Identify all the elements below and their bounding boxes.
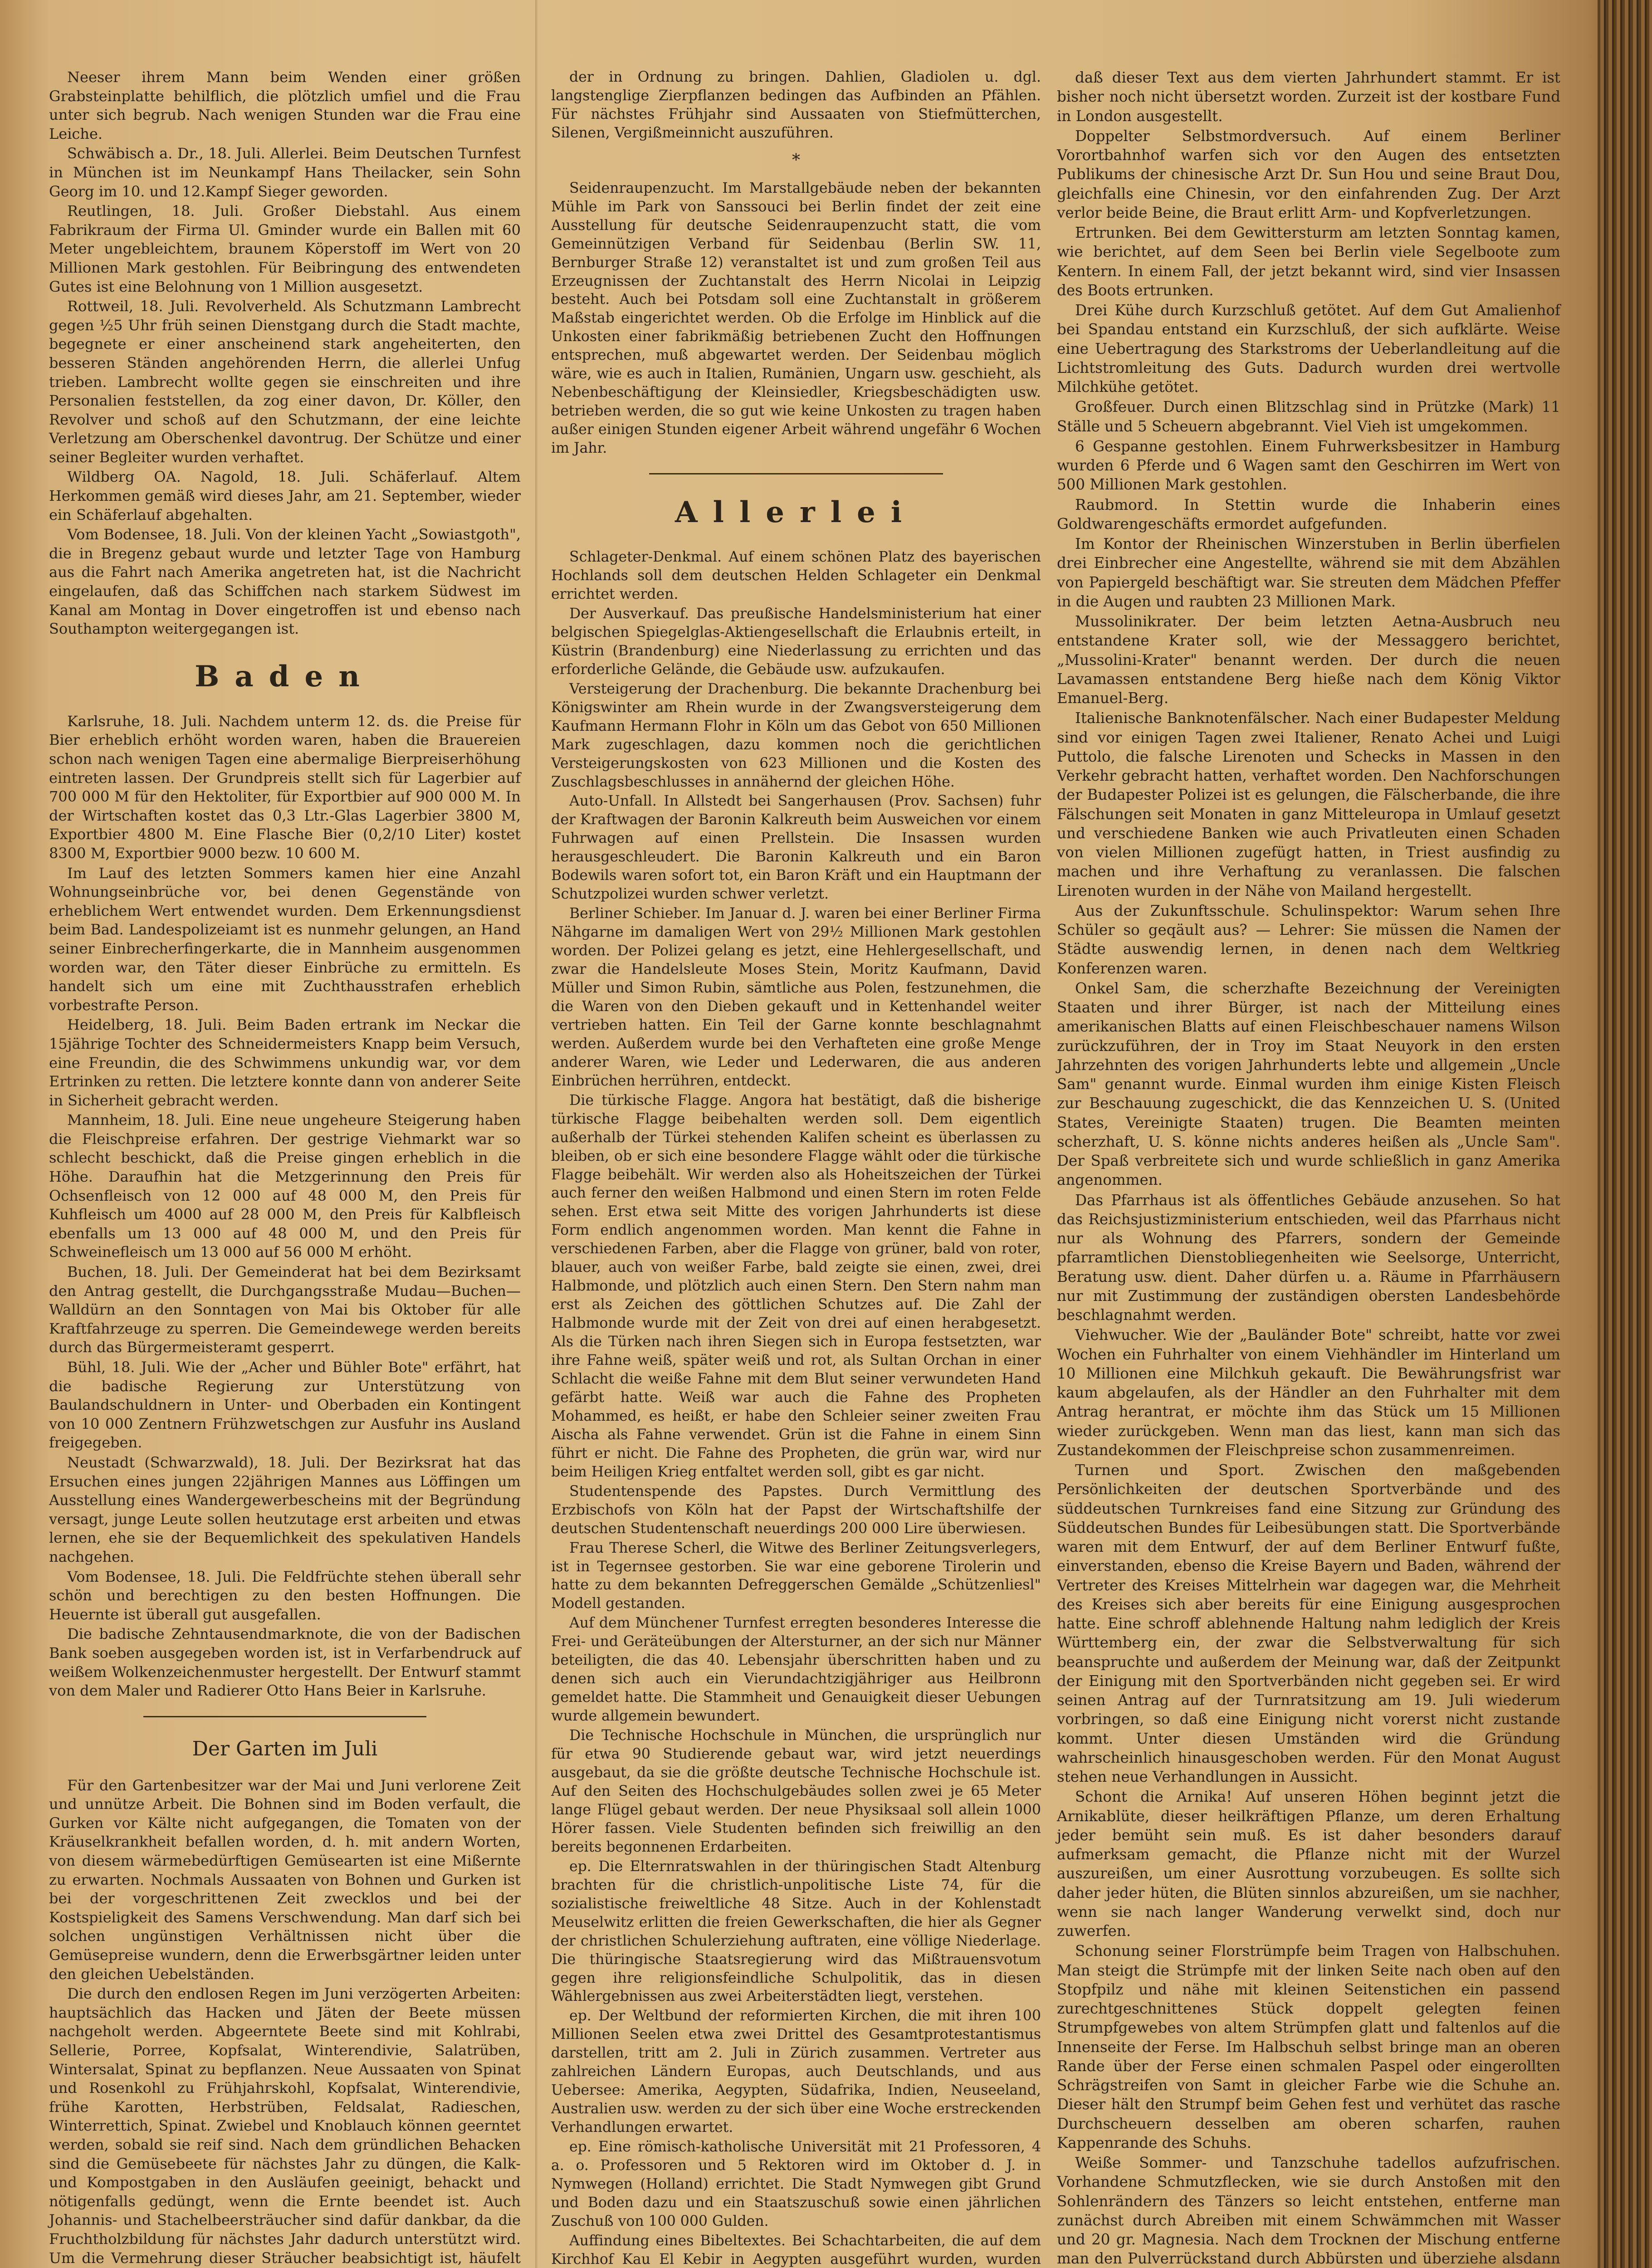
divider bbox=[143, 1716, 426, 1717]
section-title-allerlei: Allerlei bbox=[674, 495, 918, 530]
news-item: Im Kontor der Rheinischen Winzerstuben in Berlin überfielen drei Einbrecher eine Angestellte, während sie mit dem Abzählen von Papiergeld beschäftigt war. Sie streuten dem Mädchen Pfeffer in die Augen und raubten 23 Millionen Mark. bbox=[1057, 535, 1560, 610]
news-item: Die Technische Hochschule in München, die ursprünglich nur für etwa 90 Studierende gebaut war, wird jetzt neuerdings ausgebaut, da sie die größte deutsche Technische Hochschule ist. Auf den Seiten des Hochschulgebäudes sollen zwei je 65 Meter lange Flügel gebaut werden. Der neue Physiksaal soll allein 1000 Hörer fassen. Viele Studenten befinden sich freiwillig an den bereits begonnenen Erdarbeiten. bbox=[551, 1727, 1041, 1855]
news-item: Rottweil, 18. Juli. Revolverheld. Als Schutzmann Lambrecht gegen ½5 Uhr früh seinen Dienstgang durch die Stadt machte, begegnete er einer anscheinend stark angeheiterten, den besseren Ständen angehörenden Herrn, die allerlei Unfug trieben. Lambrecht wollte gegen sie einschreiten und ihre Personalien feststellen, da zog einer davon, Dr. Köller, den Revolver und schoß auf den Schutzmann, der eine leichte Verletzung am Oberschenkel davontrug. Der Schütze und einer seiner Begleiter wurden verhaftet. bbox=[49, 298, 521, 466]
news-item: Versteigerung der Drachenburg. Die bekannte Drachenburg bei Königswinter am Rhein wurde in der Zwangsversteigerung dem Kaufmann Hermann Flohr in Köln um das Gebot von 650 Millionen Mark zugeschlagen, dazu kommen noch die gerichtlichen Versteigerungskosten von 623 Millionen und die Kosten des Zuschlagsbeschlusses in annähernd der gleichen Höhe. bbox=[551, 680, 1041, 790]
news-item: Reutlingen, 18. Juli. Großer Diebstahl. Aus einem Fabrikraum der Firma Ul. Gminder wurde ein Ballen mit 60 Meter ungebleichtem, braunem Köperstoff im Wert von 20 Millionen Mark gestohlen. Für Beibringung des entwendeten Gutes ist eine Belohnung von 1 Million ausgesetzt. bbox=[49, 202, 521, 295]
news-item: Turnen und Sport. Zwischen den maßgebenden Persönlichkeiten der deutschen Sportverbände und des süddeutschen Turnkreises fand eine Sitzung zur Gründung des Süddeutschen Bundes für Leibesübungen statt. Die Sportverbände waren mit dem Entwurf, der auf dem Berliner Entwurf fußte, einverstanden, ebenso die Kreise Bayern und Baden, während der Vertreter des Kreises Mittelrhein war dagegen war, die Mehrheit des Kreises sich aber bereits für eine Einigung ausgesprochen hatte. Eine schroff ablehnende Haltung nahm lediglich der Kreis Württemberg ein, der zwar die Selbstverwaltung für sich beanspruchte und außerdem der Meinung war, daß der Zeitpunkt der Einigung mit den Sportverbänden nicht gegeben sei. Er wird seinen Antrag auf der Turnratsitzung am 19. Juli wiederum vorbringen, so daß eine Einigung nicht vorerst nicht zustande kommt. Unter diesen Umständen wird die Gründung wahrscheinlich hinausgeschoben werden. Für den Monat August stehen neue Verhandlungen in Aussicht. bbox=[1057, 1461, 1560, 1785]
news-item: Vom Bodensee, 18. Juli. Von der kleinen Yacht „Sowiastgoth", die in Bregenz gebaut wurde und letzter Tage von Hamburg aus die Fahrt nach Amerika angetreten hat, ist die Nachricht eingelaufen, daß das Schiffchen nach starkem Südwest im Kanal am Montag in Dover eingetroffen ist und ebenso nach Southampton weitergegangen ist. bbox=[49, 526, 521, 638]
news-item: Ertrunken. Bei dem Gewittersturm am letzten Sonntag kamen, wie berichtet, auf dem Seen bei Berlin viele Segelboote zum Kentern. In einem Fall, der jetzt bekannt wird, sind vier Insassen des Boots ertrunken. bbox=[1057, 224, 1560, 299]
news-item: Heidelberg, 18. Juli. Beim Baden ertrank im Neckar die 15jährige Tochter des Schneidermeisters Knapp beim Versuch, eine Freundin, die des Schwimmens unkundig war, vor dem Ertrinken zu retten. Die letztere konnte dann von anderer Seite in Sicherheit gebracht werden. bbox=[49, 1016, 521, 1109]
news-item: Schonung seiner Florstrümpfe beim Tragen von Halbschuhen. Man steigt die Strümpfe mit der linken Seite nach oben auf den Stopfpilz und nähe mit kleinen Seitenstichen ein passend zurechtgeschnittenes Stück doppelt gelegten feinen Strumpfgewebes von altem Strümpfen glatt und faltenlos auf die Innenseite der Ferse. Im Halbschuh selbst bringe man an oberen Rande über der Ferse einen schmalen Paspel oder eingerollten Schrägstreifen von Samt in gleicher Farbe wie die Schuhe an. Dieser hält den Strumpf beim Gehen fest und verhütet das rasche Durchscheuern desselben am oberen scharfen, rauhen Kappenrande des Schuhs. bbox=[1057, 1942, 1560, 2151]
news-item: Das Pfarrhaus ist als öffentliches Gebäude anzusehen. So hat das Reichsjustizministerium entschieden, weil das Pfarrhaus nicht nur als Wohnung des Pfarrers, sondern der Gemeinde pfarramtlichen Dienstobliegenheiten wie Seelsorge, Unterricht, Beratung usw. dient. Daher dürfen u. a. Räume in Pfarrhäusern nur mit Zustimmung der zuständigen obersten Landesbehörde beschlagnahmt werden. bbox=[1057, 1191, 1560, 1324]
news-item: Schlageter-Denkmal. Auf einem schönen Platz des bayerischen Hochlands soll dem deutschen Helden Schlageter ein Denkmal errichtet werden. bbox=[551, 549, 1041, 602]
news-item: Neeser ihrem Mann beim Wenden einer größen Grabsteinplatte behilflich, die plötzlich umfiel und die Frau unter sich begrub. Nach wenigen Stunden war die Frau eine Leiche. bbox=[49, 68, 521, 142]
news-item: Vom Bodensee, 18. Juli. Die Feldfrüchte stehen überall sehr schön und berechtigen zu den besten Hoffnungen. Die Heuernte ist überall gut ausgefallen. bbox=[49, 1568, 521, 1623]
news-item: Frau Therese Scherl, die Witwe des Berliner Zeitungsverlegers, ist in Tegernsee gestorben. Sie war eine geborene Tirolerin und hatte zu dem bekannten Defreggerschen Gemälde „Schützenliesl" Modell gestanden. bbox=[551, 1540, 1041, 1612]
news-item: Großfeuer. Durch einen Blitzschlag sind in Prützke (Mark) 11 Ställe und 5 Scheuern abgebrannt. Viel Vieh ist umgekommen. bbox=[1057, 398, 1560, 435]
column-right-news bbox=[1057, 68, 1560, 2268]
baden-news bbox=[49, 712, 521, 1701]
column-left-top-news bbox=[49, 68, 521, 639]
news-item: Drei Kühe durch Kurzschluß getötet. Auf dem Gut Amalienhof bei Spandau entstand ein Kurzschluß, der sich aufklärte. Weise eine Uebertragung des Starkstroms der Ueberlandleitung auf die Lichtstromleitung des Guts. Dadurch wurden drei wertvolle Milchkühe getötet. bbox=[1057, 302, 1560, 396]
news-item: Der Ausverkauf. Das preußische Handelsministerium hat einer belgischen Spiegelglas-Aktiengesellschaft die Erlaubnis erteilt, in Küstrin (Brandenburg) eine Niederlassung zu errichten und das erforderliche Gelände, die Gebäude usw. aufzukaufen. bbox=[551, 605, 1041, 678]
news-item: daß dieser Text aus dem vierten Jahrhundert stammt. Er ist bisher noch nicht übersetzt worden. Zurzeit ist der kostbare Fund in London ausgestellt. bbox=[1057, 69, 1560, 125]
news-item: Neustadt (Schwarzwald), 18. Juli. Der Bezirksrat hat das Ersuchen eines jungen 22jährigen Mannes aus Löffingen um Ausstellung eines Wandergewerbescheins mit der Begründung versagt, junge Leute sollen heutzutage erst arbeiten und etwas lernen, ehe sie der Bequemlichkeit des spekulativen Handels nachgehen. bbox=[49, 1453, 521, 1565]
article-paragraph: Für den Gartenbesitzer war der Mai und Juni verlorene Zeit und unnütze Arbeit. Die Bohnen sind im Boden verfault, die Gurken vor Kälte nicht aufgegangen, die Tomaten von der Kräuselkrankheit befallen worden, d. h. mit andern Worten, von diesem wärmebedürftigen Gemüsearten ist eine Mißernte zu erwarten. Nochmals Aussaaten von Bohnen und Gurken ist bei der vorgeschrittenen Zeit zwecklos und bei der Kostspieligkeit des Samens Verschwendung. Man darf sich bei solchen ungünstigen Verhältnissen nicht über die Gemüsepreise wundern, denn die Erwerbsgärtner leiden unter den gleichen Uebelständen. bbox=[49, 1776, 521, 1983]
news-item: Buchen, 18. Juli. Der Gemeinderat hat bei dem Bezirksamt den Antrag gestellt, die Durchgangsstraße Mudau—Buchen—Walldürn an den Sonntagen von Mai bis Oktober für alle Kraftfahrzeuge zu sperren. Die Gemeindewege werden bereits durch das Bürgermeisteramt gesperrt. bbox=[49, 1263, 521, 1356]
article-paragraph: Die durch den endlosen Regen im Juni verzögerten Arbeiten: hauptsächlich das Hacken und Jäten der Beete müssen nachgeholt werden. Abgeerntete Beete sind mit Kohlrabi, Sellerie, Porree, Kopfsalat, Winterendivie, Salatrüben, Wintersalat, Spinat zu bepflanzen. Neue Aussaaten von Spinat und Rosenkohl zu Frühjahrskohl, Kopfsalat, Winterendivie, frühe Karotten, Herbstrüben, Feldsalat, Radieschen, Winterrettich, Spinat. Zwiebel und Knoblauch können geerntet werden, sobald sie reif sind. Nach dem gründlichen Behacken sind die Gemüsebeete für nächstes Jahr zu düngen, die Kalk- und Kompostgaben in den Ausläufen geeinigt, behackt und nötigenfalls gedüngt, wenn die Ernte beendet ist. Auch Johannis- und Stachelbeersträucher sind dafür dankbar, da die Fruchtholzbildung für nächstes Jahr dadurch unterstützt wird. Um die Vermehrung dieser Sträucher beabsichtigt ist, häufelt bbox=[49, 1985, 521, 2267]
news-item: Auffindung eines Bibeltextes. Bei Schachtarbeiten, die auf dem Kirchhof Kau El Kebir in Aegypten ausgeführt wurden, wurden bbox=[551, 2232, 1041, 2268]
news-item: Wildberg OA. Nagold, 18. Juli. Schäferlauf. Altem Herkommen gemäß wird dieses Jahr, am 21. September, wieder ein Schäferlauf abgehalten. bbox=[49, 468, 521, 523]
section-title-baden: Baden bbox=[195, 659, 375, 694]
news-item: Karlsruhe, 18. Juli. Nachdem unterm 12. ds. die Preise für Bier erheblich erhöht worden waren, haben die Brauereien schon nach wenigen Tagen eine abermalige Bierpreiserhöhung eintreten lassen. Der Grundpreis stellt sich für Lagerbier auf 700 000 M für den Hektoliter, für Exportbier auf 900 000 M. In der Wirtschaften kostet das 0,3 Ltr.-Glas Lagerbier 3800 M, Exportbier 4800 M. Eine Flasche Bier (0,2/10 Liter) kostet 8300 M, Exportbier 9000 bezw. 10 600 M. bbox=[49, 712, 521, 862]
column-right bbox=[1057, 68, 1560, 2268]
article-seidenraupenzucht: Seidenraupenzucht. Im Marstallgebäude neben der bekannten Mühle im Park von Sanssouci bei Berlin findet der zeit eine Ausstellung für deutsche Seidenraupenzucht statt, die vom Gemeinnützigen Verband für Seidenbau (Berlin SW. 11, Bernburger Straße 12) veranstaltet ist und zum großen Teil aus Erzeugnissen der Zuchtanstalt des Herrn Nicolai in Leipzig besteht. Auch bei Potsdam soll eine Zuchtanstalt in größerem Maßstab eingerichtet werden. Ob die Erfolge im Hinblick auf die Unkosten einer fabrikmäßig betriebenen Zucht den Hoffnungen entsprechen, muß abgewartet werden. Der Seidenbau möglich wäre, wie es auch in Italien, Rumänien, Ungarn usw. geschieht, als Nebenbeschäftigung der Kleinsiedler, Kriegsbeschädigten usw. betrieben werden, die so gut wie keine Unkosten zu tragen haben außer einigen Stunden eigener Arbeit während ungefähr 6 Wochen im Jahr. bbox=[551, 180, 1041, 457]
news-item: Die badische Zehntausendmarknote, die von der Badischen Bank soeben ausgegeben worden ist, ist in Verfarbendruck auf weißem Wolkenzeichenmuster hergestellt. Der Entwurf stammt von dem Maler und Radierer Otto Hans Beier in Karlsruhe. bbox=[49, 1625, 521, 1700]
news-item: Im Lauf des letzten Sommers kamen hier eine Anzahl Wohnungseinbrüche vor, bei denen Gegenstände von erheblichem Wert entwendet wurden. Dem Erkennungsdienst beim Bad. Landespolizeiamt ist es nunmehr gelungen, an Hand seiner Einbrecherfingerkarte, die in Mannheim ausgenommen worden war, den Täter dieser Einbrüche zu ermitteln. Es handelt sich um eine mit Zuchthausstrafen erheblich vorbestrafte Person. bbox=[49, 864, 521, 1014]
news-item: Aus der Zukunftsschule. Schulinspektor: Warum sehen Ihre Schüler so geqäult aus? — Lehrer: Sie müssen die Namen der Städte auswendig lernen, in denen nach dem Weltkrieg Konferenzen waren. bbox=[1057, 902, 1560, 977]
garden-article bbox=[49, 1776, 521, 2268]
article-title-garden: Der Garten im Juli bbox=[192, 1737, 378, 1760]
news-item: Mussolinikrater. Der beim letzten Aetna-Ausbruch neu entstandene Krater soll, wie der Messaggero berichtet, „Mussolini-Krater" benannt werden. Der durch die neuen Lavamassen entstandene Berg hieße nach dem König Viktor Emanuel-Berg. bbox=[1057, 613, 1560, 707]
news-item: Schwäbisch a. Dr., 18. Juli. Allerlei. Beim Deutschen Turnfest in München ist im Neunkampf Hans Theilacker, sein Sohn Georg im 10. und 12.Kampf Sieger geworden. bbox=[49, 145, 521, 200]
divider bbox=[649, 473, 943, 474]
news-item: Studentenspende des Papstes. Durch Vermittlung des Erzbischofs von Köln hat der Papst der Wirtschaftshilfe der deutschen Studentenschaft neuerdings 200 000 Lire überwiesen. bbox=[551, 1483, 1041, 1537]
news-item: ep. Die Elternratswahlen in der thüringischen Stadt Altenburg brachten für die christlich-unpolitische Liste 74, für die sozialistische freiweltliche 48 Sitze. Auch in der Kohlenstadt Meuselwitz erlitten die freien Gewerkschaften, die hier als Gegner der christlichen Schulerziehung auftraten, eine völlige Niederlage. Die thüringische Staatsregierung wird das Mißtrauensvotum gegen ihre religionsfeindliche Schulpolitik, das in diesen Wählergebnissen aus zwei Arbeiterstädten liegt, verstehen. bbox=[551, 1858, 1041, 2005]
news-item: Doppelter Selbstmordversuch. Auf einem Berliner Vorortbahnhof warfen sich vor den Augen des entsetzten Publikums der chinesische Arzt Dr. Sun Hou und seine Braut Dou, gleichfalls eine Chinesin, vor den einfahrenden Zug. Der Arzt verlor beide Beine, die Braut erlitt Arm- und Kopfverletzungen. bbox=[1057, 127, 1560, 221]
news-item: Auf dem Münchener Turnfest erregten besonderes Interesse die Frei- und Geräteübungen der Altersturner, an der sich nur Männer beteiligten, die das 40. Lebensjahr überschritten haben und zu denen sich auch ein Vierundachtzigjähriger aus Heilbronn gemeldet hatte. Die Stammheit und Genauigkeit dieser Uebungen wurde allgemein bewundert. bbox=[551, 1615, 1041, 1725]
news-item: Italienische Banknotenfälscher. Nach einer Budapester Meldung sind vor einigen Tagen zwei Italiener, Renato Achei und Luigi Puttolo, die falsche Lirenoten und Schecks in Massen in den Verkehr gebracht hatten, verhaftet worden. Den Nachforschungen der Budapester Polizei ist es gelungen, die Fälscherbande, die ihre Fälschungen seit Monaten in ganz Mitteleuropa in Umlauf gesetzt und verschiedene Banken wie auch Privatleuten einen Schaden von vielen Millionen zugefügt hatten, in Triest ausfindig zu machen und ihre Verhaftung zu veranlassen. Die falschen Lirenoten wurden in der Nähe von Mailand hergestellt. bbox=[1057, 709, 1560, 899]
article-paragraph: der in Ordnung zu bringen. Dahlien, Gladiolen u. dgl. langstenglige Zierpflanzen bedingen das Aufbinden an Pfählen. Für nächstes Frühjahr sind Aussaaten von Stiefmütterchen, Silenen, Vergißmeinnicht auszuführen. bbox=[551, 69, 1041, 141]
news-item: Bühl, 18. Juli. Wie der „Acher und Bühler Bote" erfährt, hat die badische Regierung zur Unterstützung von Baulandschuldnern in Unter- und Oberbaden ein Kontingent von 10 000 Zentnern Frühzwetschgen zur Ausfuhr ins Ausland freigegeben. bbox=[49, 1359, 521, 1452]
column-middle-top-news bbox=[551, 68, 1041, 142]
page-fold-shadow bbox=[535, 0, 538, 2268]
news-item: ep. Der Weltbund der reformierten Kirchen, die mit ihren 100 Millionen Seelen etwa zwei Drittel des Gesamtprotestantismus darstellen, tritt am 2. Juli in Zürich zusammen. Vertreter aus zahlreichen Ländern Europas, auch Deutschlands, und aus Uebersee: Amerika, Aegypten, Südafrika, Indien, Neuseeland, Australien usw. werden zu der sich über eine Woche erstreckenden Verhandlungen erwartet. bbox=[551, 2008, 1041, 2136]
news-item: Weiße Sommer- und Tanzschuhe tadellos aufzufrischen. Vorhandene Schmutzflecken, wie sie durch Anstoßen mit den Sohlenrändern des Tänzers so leicht entstehen, entferne man zunächst durch Abreiben mit einem Schwämmchen mit Wasser und 20 gr. Magnesia. Nach dem Trocknen der Mischung entferne man den Pulverrückstand durch Abbürsten und überziehe alsdann bbox=[1057, 2154, 1560, 2268]
news-item: 6 Gespanne gestohlen. Einem Fuhrwerksbesitzer in Hamburg wurden 6 Pferde und 6 Wagen samt den Geschirren im Wert von 500 Millionen Mark gestohlen. bbox=[1057, 437, 1560, 494]
news-item: Berliner Schieber. Im Januar d. J. waren bei einer Berliner Firma Nähgarne im damaligen Wert von 29½ Millionen Mark gestohlen worden. Der Polizei gelang es jetzt, eine Hehlergesellschaft, und zwar die Handelsleute Moses Stein, Moritz Kaufmann, David Müller und Simon Rubin, sämtliche aus Polen, festzunehmen, die die Waren von den Dieben gekauft und in Kettenhandel weiter vertrieben hatten. Ein Teil der Garne konnte beschlagnahmt werden. Außerdem wurde bei den Verhafteten eine große Menge anderer Waren, wie Leder und Lederwaren, die aus anderen Einbrüchen herrühren, entdeckt. bbox=[551, 905, 1041, 1089]
separator-star: * bbox=[792, 151, 800, 170]
news-item: Die türkische Flagge. Angora hat bestätigt, daß die bisherige türkische Flagge beibehalten werden soll. Dem eigentlich außerhalb der Türkei stehenden Kalifen scheint es überlassen zu bleiben, ob er sich eine besondere Flagge wählt oder die türkische Flagge beibehält. Wir werden also als Hoheitszeichen der Türkei auch ferner den weißen Halbmond und einen Stern im roten Felde sehen. Erst etwa seit Mitte des vorigen Jahrhunderts ist diese Form endlich angenommen worden. Man kennt die Fahne in verschiedenen Farben, aber die Flagge von grüner, bald von roter, blauer, auch von weißer Farbe, bald zeigte sie einen, zwei, drei Halbmonde, und plötzlich auch einen Stern. Den Stern nahm man erst als Zeichen des göttlichen Schutzes auf. Die Zahl der Halbmonde wurde mit der Zeit von drei auf einen herabgesetzt. Als die Türken nach ihren Siegen sich in Europa festsetzten, war ihre Fahne weiß, später weiß und rot, als Sultan Orchan in einer Schlacht die weiße Fahne mit dem Blut seiner verwundeten Hand gefärbt hatte. Weiß war auch die Fahne des Propheten Mohammed, es heißt, er habe den Schleier seiner zweiten Frau Aischa als Fahne verwendet. Grün ist die Fahne in einem Sinn führt er nicht. Die Fahne des Propheten, die grün war, wird nur beim Heiligen Krieg entfaltet werden soll, gibt es gar nicht. bbox=[551, 1092, 1041, 1480]
news-item: Onkel Sam, die scherzhafte Bezeichnung der Vereinigten Staaten und ihrer Bürger, ist nach der Mitteilung eines amerikanischen Blatts auf einen Fleischbeschauer namens Wilson zurückzuführen, der in Troy im Staat Neuyork in den ersten Jahrzehnten des vorigen Jahrhunderts lebte und allgemein „Uncle Sam" genannt wurde. Einmal wurden ihm einige Kisten Fleisch zur Beschauung zugeschickt, die das Kennzeichen U. S. (United States, Vereinigte Staaten) trugen. Die Beamten meinten scherzhaft, U. S. könne nichts anderes heißen als „Uncle Sam". Der Spaß verbreitete sich und wurde schließlich in ganz Amerika angenommen. bbox=[1057, 979, 1560, 1189]
news-item: Auto-Unfall. In Allstedt bei Sangerhausen (Prov. Sachsen) fuhr der Kraftwagen der Baronin Kalkreuth beim Ausweichen vor einem Fuhrwagen auf einen Prellstein. Die Insassen wurden herausgeschleudert. Die Baronin Kalkreuth und ein Baron Bodewils waren sofort tot, ein Baron Kräft und ein Hauptmann der Schutzpolizei wurden schwer verletzt. bbox=[551, 793, 1041, 903]
news-item: Raubmord. In Stettin wurde die Inhaberin eines Goldwarengeschäfts ermordet aufgefunden. bbox=[1057, 496, 1560, 533]
news-item: Mannheim, 18. Juli. Eine neue ungeheure Steigerung haben die Fleischpreise erfahren. Der gestrige Viehmarkt war so schlecht beschickt, daß die Preise gingen erheblich in die Höhe. Daraufhin hat die Metzgerinnung den Preis für Ochsenfleisch von 12 000 auf 48 000 M, den Preis für Kuhfleisch um 4000 auf 28 000 M, den Preis für Kalbfleisch ebenfalls um 13 000 auf 48 000 M, und den Preis für Schweinefleisch um 13 000 auf 56 000 M erhöht. bbox=[49, 1111, 521, 1261]
column-middle bbox=[551, 68, 1041, 2268]
news-item: ep. Eine römisch-katholische Universität mit 21 Professoren, 4 a. o. Professoren und 5 Rektoren wird im Oktober d. J. in Nymwegen (Holland) errichtet. Die Stadt Nymwegen gibt Grund und Boden dazu und ein Staatszuschuß sowie einen jährlichen Zuschuß von 100 000 Gulden. bbox=[551, 2139, 1041, 2229]
column-left bbox=[49, 68, 521, 2268]
news-item: Schont die Arnika! Auf unseren Höhen beginnt jetzt die Arnikablüte, dieser heilkräftigen Pflanze, um deren Erhaltung jeder bemüht sein muß. Es ist daher besonders darauf aufmerksam gemacht, die Pflanze nicht mit der Wurzel auszureißen, um einer Ausrottung vorzubeugen. Es sollte sich daher jeder hüten, die Blüten sinnlos abzureißen, um sie nachher, wenn sie nach langer Wanderung verwelkt sind, doch nur zuwerfen. bbox=[1057, 1788, 1560, 1940]
book-binding bbox=[1598, 0, 1652, 2268]
allerlei-news bbox=[551, 548, 1041, 2268]
news-item: Viehwucher. Wie der „Bauländer Bote" schreibt, hatte vor zwei Wochen ein Fuhrhalter von einem Viehhändler im Hinterland um 10 Millionen eine Milchkuh gekauft. Die Bewährungsfrist war kaum abgelaufen, als der Händler an den Fuhrhalter mit dem Antrag herantrat, er möchte ihm das Stück um 15 Millionen wieder zurückgeben. Wenn man das liest, kann man sich das Zustandekommen der Fleischpreise schon zusammenreimen. bbox=[1057, 1326, 1560, 1459]
